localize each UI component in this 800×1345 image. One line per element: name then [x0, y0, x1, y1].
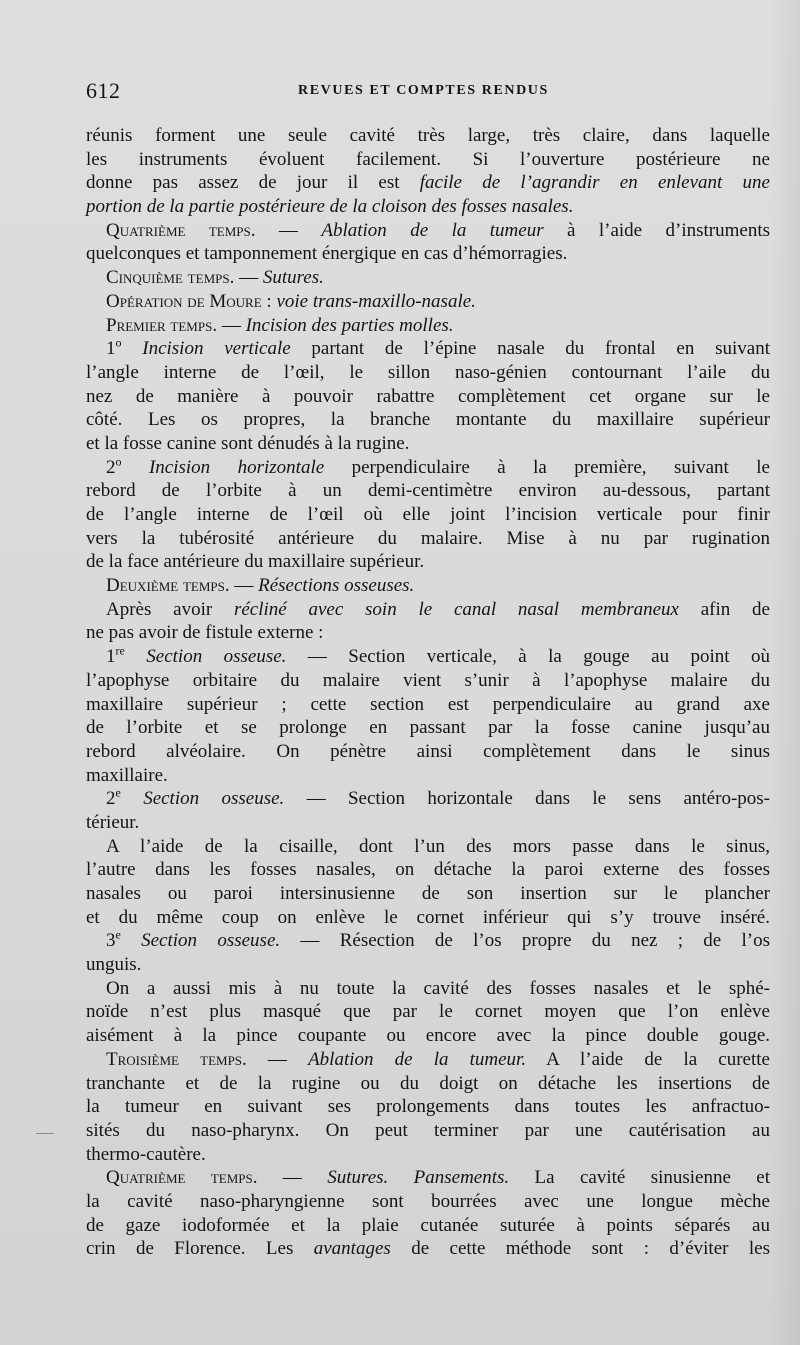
section-heading-line: Quatrième temps. — Sutures. Pansements. La cavité sinusienne et — [106, 1167, 770, 1189]
text-line: l’apophyse orbitaire du malaire vient s’unir à l’apophyse malaire du — [86, 669, 770, 691]
section-heading-line: Opération de Moure : voie trans-maxillo-nasale. — [106, 290, 476, 312]
text-line: vers la tubérosité antérieure du malaire. Mise à nu par rugination — [86, 527, 770, 549]
text-line: la cavité naso-pharyngienne sont bourrées avec une longue mèche — [86, 1190, 770, 1212]
text-line: nez de manière à pouvoir rabattre complètement cet organe sur le — [86, 385, 770, 407]
text-line: 3e Section osseuse. — Résection de l’os propre du nez ; de l’os — [106, 928, 771, 952]
body-text — [86, 124, 770, 1261]
text-line: noïde n’est plus masqué que par le cornet moyen que l’on enlève — [86, 1001, 770, 1023]
text-line: Après avoir récliné avec soin le canal nasal membraneux afin de — [106, 598, 770, 620]
text-line: donne pas assez de jour il est facile de l’agrandir en enlevant une — [86, 172, 770, 194]
text-line: côté. Les os propres, la branche montante du maxillaire supérieur — [86, 409, 770, 431]
text-line: tranchante et de la rugine ou du doigt on détache les insertions de — [86, 1072, 770, 1094]
text-line: de l’orbite et se prolonge en passant par la fosse canine jusqu’au — [86, 717, 770, 739]
page-header — [86, 78, 770, 108]
text-line: réunis forment une seule cavité très large, très claire, dans laquelle — [86, 125, 770, 146]
text-line: rebord de l’orbite à un demi-centimètre environ au-dessous, partant — [86, 480, 770, 502]
text-line: rebord alvéolaire. On pénètre ainsi complètement dans le sinus — [86, 740, 770, 762]
running-head: REVUES ET COMPTES RENDUS — [298, 83, 549, 98]
text-line: 2$^o$ Incision horizontale perpendiculaire à la première, suivant le — [106, 454, 770, 478]
text-line: crin de Florence. Les avantages de cette méthode sont : d’éviter les — [86, 1238, 770, 1260]
section-heading-line: Deuxième temps. — Résections osseuses. — [106, 575, 415, 597]
text-line: ne pas avoir de fistule externe : — [86, 622, 324, 644]
page-number: 612 — [86, 78, 121, 103]
text-line: et la fosse canine sont dénudés à la rugine. — [86, 432, 410, 454]
section-heading-line: Quatrième temps. — Ablation de la tumeur à l’aide d’instruments — [106, 219, 771, 241]
section-heading-line: Premier temps. — Incision des parties molles. — [106, 314, 454, 336]
text-line: A l’aide de la cisaille, dont l’un des mors passe dans le sinus, — [106, 835, 770, 857]
text-line: quelconques et tamponnement énergique en cas d’hémorragies. — [86, 243, 568, 265]
text-line: les instruments évoluent facilement. Si l’ouverture postérieure ne — [86, 148, 770, 170]
text-line: la tumeur en suivant ses prolongements dans toutes les anfractuo- — [86, 1096, 770, 1118]
text-line: On a aussi mis à nu toute la cavité des fosses nasales et le sphé- — [106, 977, 770, 999]
text-line: l’autre dans les fosses nasales, on détache la paroi externe des fosses — [86, 859, 770, 881]
margin-mark — [36, 1133, 54, 1134]
section-heading-line: Cinquième temps. — Sutures. — [106, 267, 324, 289]
text-line: unguis. — [86, 954, 142, 976]
text-line: térieur. — [86, 811, 140, 833]
text-line: l’angle interne de l’œil, le sillon naso-génien contournant l’aile du — [86, 361, 770, 383]
text-line: maxillaire. — [86, 764, 168, 786]
text-line: maxillaire supérieur ; cette section est perpendiculaire au grand axe — [86, 693, 770, 715]
section-heading-line: Troisième temps. — Ablation de la tumeur. A l’aide de la curette — [106, 1048, 770, 1070]
text-line: portion de la partie postérieure de la cloison des fosses nasales. — [86, 196, 574, 218]
text-line: sités du naso-pharynx. On peut terminer par une cautérisation au — [86, 1119, 770, 1141]
text-line: 1$^o$ Incision verticale partant de l’épine nasale du frontal en suivant — [106, 335, 770, 360]
text-line: de gaze iodoformée et la plaie cutanée suturée à points séparés au — [86, 1214, 770, 1236]
text-line: 1re Section osseuse. — Section verticale, à la gouge au point où — [106, 643, 770, 668]
text-line: nasales ou paroi intersinusienne de son insertion sur le plancher — [86, 883, 770, 904]
text-line: 2e Section osseuse. — Section horizontale dans le sens antéro-pos- — [106, 785, 770, 810]
text-line: et du même coup on enlève le cornet inférieur qui s’y trouve inséré. — [86, 906, 770, 928]
text-line: de l’angle interne de l’œil où elle joint l’incision verticale pour finir — [86, 504, 770, 525]
text-line: aisément à la pince coupante ou encore avec la pince double gouge. — [86, 1025, 770, 1047]
text-line: de la face antérieure du maxillaire supérieur. — [86, 551, 425, 573]
text-line: thermo-cautère. — [86, 1143, 206, 1165]
page-edge-shadow — [770, 0, 800, 1345]
